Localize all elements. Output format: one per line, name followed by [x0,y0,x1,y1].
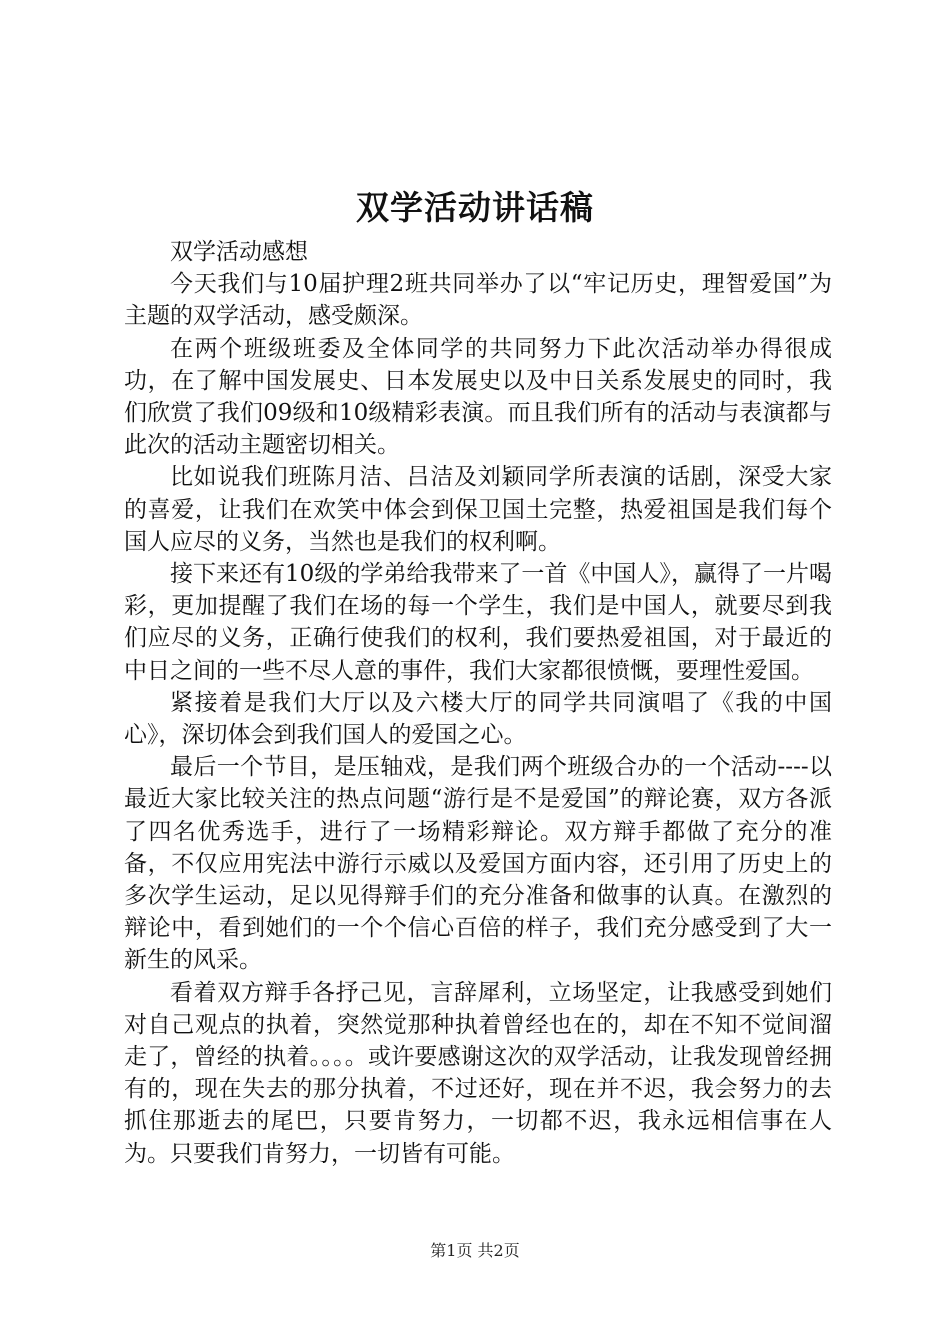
paragraph-subtitle: 双学活动感想 [170,239,308,265]
document-body [124,236,832,1170]
page-footer: 第1页 共2页 [430,1241,520,1260]
paragraph: 最后一个节目，是压轴戏，是我们两个班级合办的一个活动----以最近大家比较关注的热点问题“游行是不是爱国”的辩论赛，双方各派了四名优秀选手，进行了一场精彩辩论。双方辩手都做了充分的准备，不仅应用宪法中游行示威以及爱国方面内容，还引用了历史上的多次学生运动，足以见得辩手们的充分准备和做事的认真。在激烈的辩论中，看到她们的一个个信心百倍的样子，我们充分感受到了大一新生的风采。 [124,754,832,974]
document-title: 双学活动讲话稿 [356,188,594,227]
paragraph: 今天我们与10届护理2班共同举办了以“牢记历史，理智爱国”为主题的双学活动，感受颇深。 [124,271,832,330]
paragraph: 在两个班级班委及全体同学的共同努力下此次活动举办得很成功，在了解中国发展史、日本发展史以及中日关系发展史的同时，我们欣赏了我们09级和10级精彩表演。而且我们所有的活动与表演都与此次的活动主题密切相关。 [124,335,832,459]
paragraph: 看着双方辩手各抒己见，言辞犀利，立场坚定，让我感受到她们对自己观点的执着，突然觉那种执着曾经也在的，却在不知不觉间溜走了，曾经的执着。。。。或许要感谢这次的双学活动，让我发现曾经拥有的，现在失去的那分执着，不过还好，现在并不迟，我会努力的去抓住那逝去的尾巴，只要肯努力，一切都不迟，我永远相信事在人为。只要我们肯努力，一切皆有可能。 [124,979,832,1167]
paragraph: 接下来还有10级的学弟给我带来了一首《中国人》，赢得了一片喝彩，更加提醒了我们在场的每一个学生，我们是中国人，就要尽到我们应尽的义务，正确行使我们的权利，我们要热爱祖国，对于最近的中日之间的一些不尽人意的事件，我们大家都很愤慨，要理性爱国。 [124,561,832,684]
paragraph: 紧接着是我们大厅以及六楼大厅的同学共同演唱了《我的中国心》，深切体会到我们国人的爱国之心。 [124,689,832,749]
paragraph: 比如说我们班陈月洁、吕洁及刘颖同学所表演的话剧，深受大家的喜爱，让我们在欢笑中体会到保卫国土完整，热爱祖国是我们每个国人应尽的义务，当然也是我们的权利啊。 [124,464,832,555]
